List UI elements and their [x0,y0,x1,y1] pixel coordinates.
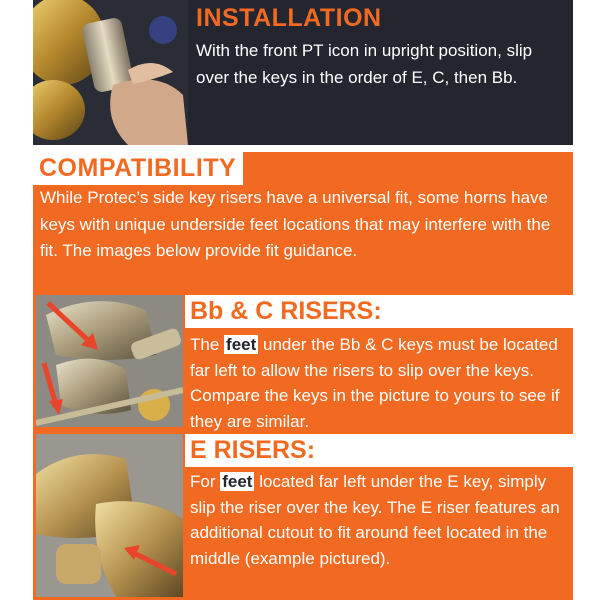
e-risers-text [190,469,572,571]
installation-photo [33,0,188,145]
compatibility-panel [33,152,573,600]
arrow-icon [36,434,183,597]
e-risers-photo [36,434,183,597]
bbc-risers-title-bar [185,295,573,328]
compatibility-text: While Protec’s side key risers have a universal fit, some horns have keys with unique underside feet locations that may interfere with the fit. The images below provide fit guidance. [40,188,551,260]
e-risers-title-bar [185,434,573,467]
e-text-post: located far left under the E key, simply slip the riser over the key. The E riser features an additional cutout to fit around feet located in the middle (example pictured). [190,472,560,568]
installation-panel [33,0,573,145]
bbc-text-post: under the Bb & C keys must be located far left to allow the risers to slip over the keys. Compare the keys in the picture to yours to see if they are similar. [190,335,560,431]
bbc-risers-photo [36,295,183,427]
feet-highlight: feet [226,335,257,354]
bbc-text-pre: The [190,335,225,354]
feet-highlight: feet [222,472,253,491]
arrow-icon [36,295,183,427]
e-text-pre: For [190,472,221,491]
installation-text: With the front PT icon in upright position, slip over the keys in the order of E, C, then Bb. [196,41,533,87]
e-risers-title: E RISERS: [190,436,316,464]
bbc-risers-title: Bb & C RISERS: [190,297,382,325]
installation-title: INSTALLATION [196,4,382,32]
bbc-risers-text [190,332,572,434]
compatibility-title-bar [33,152,243,185]
compatibility-title: COMPATIBILITY [39,154,237,182]
